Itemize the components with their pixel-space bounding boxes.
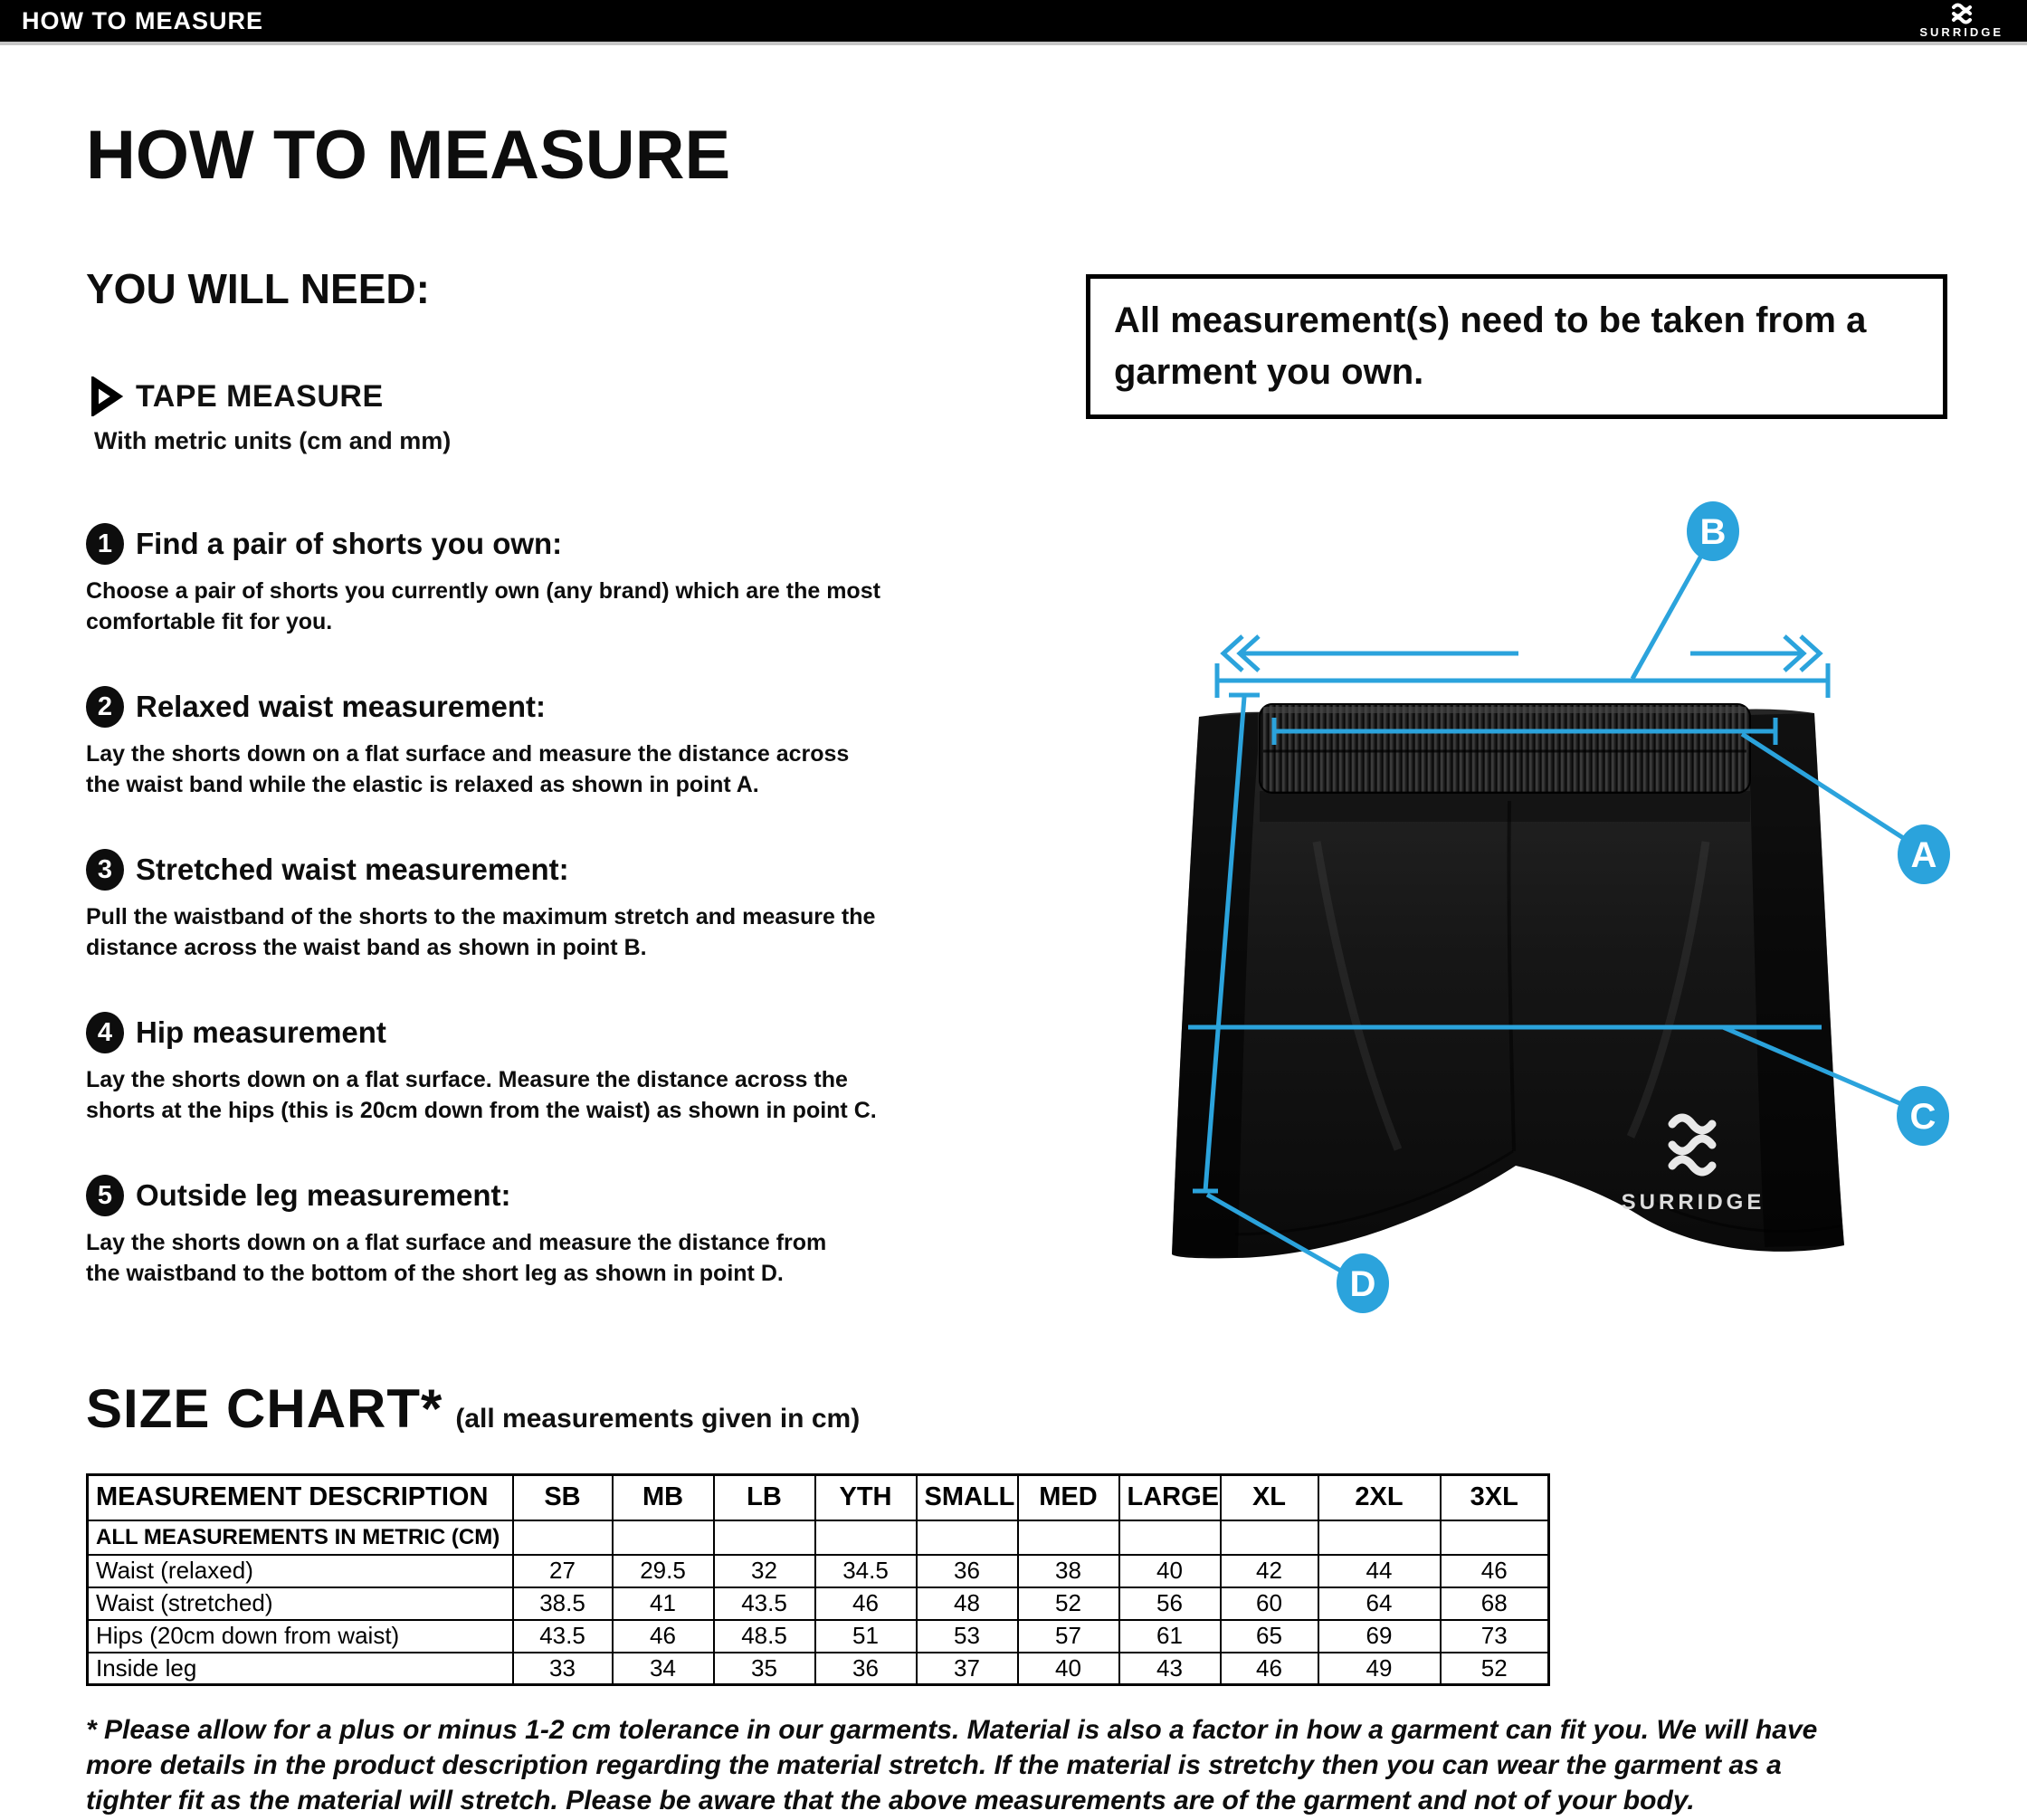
empty-cell — [815, 1520, 917, 1555]
table-metric-row — [88, 1520, 1549, 1555]
empty-cell — [1018, 1520, 1119, 1555]
step-text-line: the waist band while the elastic is relaxed as shown in point A. — [86, 772, 759, 797]
value-cell: 44 — [1318, 1555, 1441, 1587]
value-cell: 56 — [1119, 1587, 1221, 1620]
callout-c-label: C — [1909, 1097, 1937, 1137]
tape-measure-subtext: With metric units (cm and mm) — [94, 427, 452, 454]
row-label: Waist (stretched) — [88, 1587, 513, 1620]
value-cell: 48.5 — [714, 1620, 815, 1653]
column-header: XL — [1221, 1475, 1318, 1520]
value-cell: 43.5 — [714, 1587, 815, 1620]
empty-cell — [513, 1520, 613, 1555]
empty-cell — [613, 1520, 714, 1555]
footnote-line: tighter fit as the material will stretch. Please be aware that the above measurements are of the garment and not of your body. — [86, 1786, 1695, 1815]
step-number-badge: 4 — [86, 1012, 124, 1053]
size-chart-title: SIZE CHART* — [86, 1378, 443, 1439]
value-cell: 36 — [917, 1555, 1018, 1587]
table-row — [88, 1555, 1549, 1587]
notice-box — [1086, 274, 1947, 419]
value-cell: 32 — [714, 1555, 815, 1587]
tolerance-footnote — [86, 1712, 2004, 1818]
size-chart-heading — [86, 1377, 860, 1440]
row-label: Hips (20cm down from waist) — [88, 1620, 513, 1653]
empty-cell — [714, 1520, 815, 1555]
column-header: MEASUREMENT DESCRIPTION — [88, 1475, 513, 1520]
callout-d-label: D — [1349, 1264, 1376, 1304]
value-cell: 40 — [1119, 1555, 1221, 1587]
value-cell: 69 — [1318, 1620, 1441, 1653]
step-number-badge: 1 — [86, 523, 124, 565]
value-cell: 36 — [815, 1653, 917, 1685]
metric-note-cell: ALL MEASUREMENTS IN METRIC (CM) — [88, 1520, 513, 1555]
value-cell: 65 — [1221, 1620, 1318, 1653]
value-cell: 53 — [917, 1620, 1018, 1653]
value-cell: 46 — [1221, 1653, 1318, 1685]
step-number-badge: 3 — [86, 849, 124, 891]
column-header: LARGE — [1119, 1475, 1221, 1520]
tape-measure-row — [89, 376, 384, 416]
column-header: 3XL — [1441, 1475, 1549, 1520]
step-title: Find a pair of shorts you own: — [136, 527, 563, 560]
you-will-need-heading: YOU WILL NEED: — [86, 265, 430, 312]
step-item-4 — [86, 1012, 877, 1126]
shorts-measurement-diagram — [1149, 480, 1955, 1335]
value-cell: 60 — [1221, 1587, 1318, 1620]
value-cell: 61 — [1119, 1620, 1221, 1653]
step-text-line: the waistband to the bottom of the short leg as shown in point D. — [86, 1261, 784, 1286]
table-row — [88, 1587, 1549, 1620]
step-text-line: shorts at the hips (this is 20cm down from the waist) as shown in point C. — [86, 1098, 877, 1123]
step-text-line: Lay the shorts down on a flat surface. Measure the distance across the — [86, 1067, 848, 1092]
value-cell: 37 — [917, 1653, 1018, 1685]
value-cell: 27 — [513, 1555, 613, 1587]
value-cell: 73 — [1441, 1620, 1549, 1653]
column-header: YTH — [815, 1475, 917, 1520]
step-text-line: Lay the shorts down on a flat surface and measure the distance from — [86, 1230, 827, 1255]
notice-line: All measurement(s) need to be taken from a — [1114, 300, 1867, 340]
page-title: HOW TO MEASURE — [86, 117, 731, 194]
step-title: Stretched waist measurement: — [136, 853, 569, 886]
value-cell: 33 — [513, 1653, 613, 1685]
step-title: Hip measurement — [136, 1015, 386, 1049]
garment-logo-text: SURRIDGE — [1621, 1190, 1765, 1215]
value-cell: 57 — [1018, 1620, 1119, 1653]
table-row — [88, 1620, 1549, 1653]
step-item-2 — [86, 686, 849, 800]
empty-cell — [1221, 1520, 1318, 1555]
table-row — [88, 1653, 1549, 1685]
value-cell: 29.5 — [613, 1555, 714, 1587]
value-cell: 34.5 — [815, 1555, 917, 1587]
row-label: Inside leg — [88, 1653, 513, 1685]
table-header-row — [88, 1475, 1549, 1520]
step-text-line: Choose a pair of shorts you currently own (any brand) which are the most — [86, 578, 880, 604]
value-cell: 38 — [1018, 1555, 1119, 1587]
step-item-5 — [86, 1175, 826, 1289]
value-cell: 46 — [1441, 1555, 1549, 1587]
step-item-3 — [86, 849, 875, 963]
triangle-pointer-icon — [89, 376, 123, 416]
size-chart-subtitle: (all measurements given in cm) — [455, 1404, 861, 1434]
value-cell: 35 — [714, 1653, 815, 1685]
top-bar — [0, 0, 2027, 45]
size-chart-table — [86, 1473, 1550, 1686]
row-label: Waist (relaxed) — [88, 1555, 513, 1587]
value-cell: 46 — [815, 1587, 917, 1620]
value-cell: 64 — [1318, 1587, 1441, 1620]
step-item-1 — [86, 523, 880, 637]
value-cell: 52 — [1018, 1587, 1119, 1620]
value-cell: 40 — [1018, 1653, 1119, 1685]
value-cell: 52 — [1441, 1653, 1549, 1685]
step-text-line: Lay the shorts down on a flat surface and measure the distance across — [86, 741, 850, 767]
column-header: MB — [613, 1475, 714, 1520]
step-text-line: distance across the waist band as shown in point B. — [86, 935, 647, 960]
shorts-photo — [1172, 704, 1844, 1258]
step-number-badge: 5 — [86, 1175, 124, 1216]
footnote-line: * Please allow for a plus or minus 1-2 cm tolerance in our garments. Material is also a factor in how a garment can fit you. We will have — [86, 1715, 1818, 1745]
value-cell: 46 — [613, 1620, 714, 1653]
empty-cell — [1318, 1520, 1441, 1555]
footnote-line: more details in the product description regarding the material stretch. If the material is stretchy then you can wear the garment as a — [86, 1750, 1782, 1780]
value-cell: 48 — [917, 1587, 1018, 1620]
brand-name: SURRIDGE — [1919, 25, 2003, 39]
callout-a-label: A — [1910, 835, 1937, 875]
shorts-diagram-svg — [1149, 480, 1955, 1330]
surridge-mark-icon — [1944, 3, 1980, 24]
callout-b-label: B — [1699, 512, 1727, 552]
value-cell: 68 — [1441, 1587, 1549, 1620]
value-cell: 41 — [613, 1587, 714, 1620]
column-header: SMALL — [917, 1475, 1018, 1520]
column-header: MED — [1018, 1475, 1119, 1520]
value-cell: 42 — [1221, 1555, 1318, 1587]
column-header: LB — [714, 1475, 815, 1520]
step-title: Outside leg measurement: — [136, 1178, 511, 1212]
step-number-badge: 2 — [86, 686, 124, 728]
step-title: Relaxed waist measurement: — [136, 690, 547, 723]
empty-cell — [1119, 1520, 1221, 1555]
brand-logo — [1919, 3, 2027, 39]
value-cell: 43 — [1119, 1653, 1221, 1685]
tape-measure-label: TAPE MEASURE — [136, 378, 384, 414]
value-cell: 49 — [1318, 1653, 1441, 1685]
notice-line: garment you own. — [1114, 352, 1424, 392]
column-header: 2XL — [1318, 1475, 1441, 1520]
value-cell: 38.5 — [513, 1587, 613, 1620]
empty-cell — [1441, 1520, 1549, 1555]
step-text-line: comfortable fit for you. — [86, 609, 333, 634]
step-text-line: Pull the waistband of the shorts to the maximum stretch and measure the — [86, 904, 876, 929]
top-bar-title: HOW TO MEASURE — [22, 6, 264, 34]
value-cell: 51 — [815, 1620, 917, 1653]
empty-cell — [917, 1520, 1018, 1555]
value-cell: 34 — [613, 1653, 714, 1685]
column-header: SB — [513, 1475, 613, 1520]
value-cell: 43.5 — [513, 1620, 613, 1653]
